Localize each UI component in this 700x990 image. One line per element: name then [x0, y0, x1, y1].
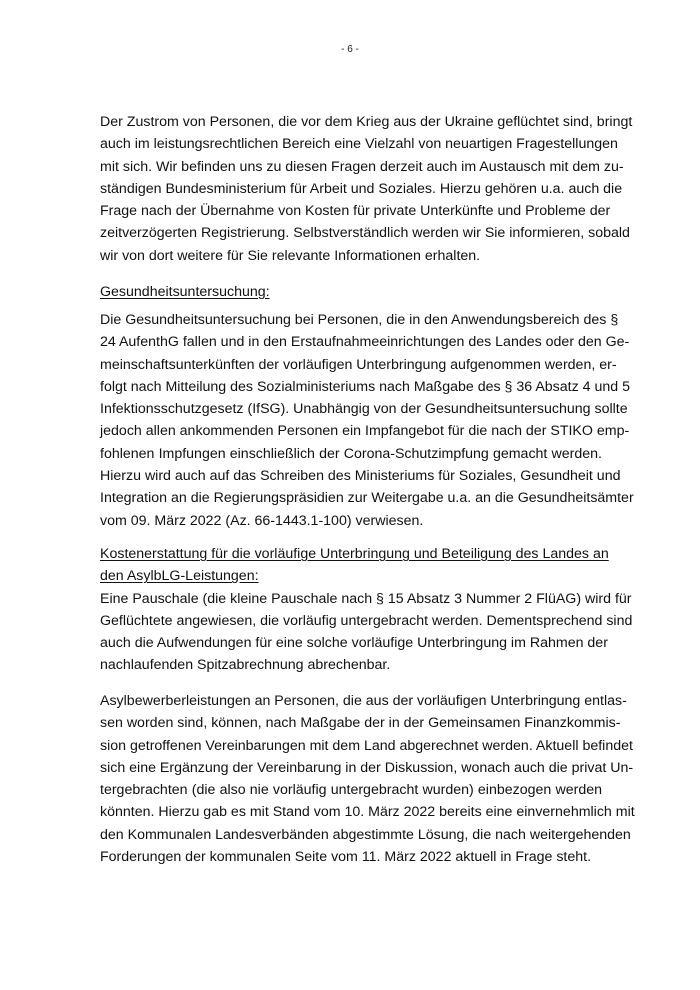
section-heading-health: Gesundheitsuntersuchung: [100, 284, 270, 300]
paragraph-line: Geflüchtete angewiesen, die vorläufig untergebracht werden. Dementsprechend sind [100, 612, 633, 629]
asylum-benefits-paragraph [100, 690, 635, 868]
paragraph-line: auch die Aufwendungen für eine solche vorläufige Unterbringung im Rahmen der [100, 635, 608, 652]
paragraph-line: mit sich. Wir befinden uns zu diesen Fragen derzeit auch im Austausch mit dem zu- [100, 158, 624, 175]
paragraph-line: wir von dort weitere für Sie relevante Informationen erhalten. [100, 247, 481, 264]
paragraph-line: Forderungen der kommunalen Seite vom 11. März 2022 aktuell in Frage steht. [100, 849, 592, 866]
section-heading-costs-line: den AsylbLG-Leistungen: [100, 568, 259, 585]
paragraph-line: fohlenen Impfungen einschließlich der Corona-Schutzimpfung gemacht werden. [100, 445, 602, 462]
paragraph-line: meinschaftsunterkünften der vorläufigen Unterbringung aufgenommen werden, er- [100, 356, 617, 373]
paragraph-line: sich eine Ergänzung der Vereinbarung in der Diskussion, wonach auch die privat Un- [100, 759, 634, 776]
paragraph-line: nachlaufenden Spitzabrechnung abrechenbar. [100, 657, 391, 674]
paragraph-line: Asylbewerberleistungen an Personen, die aus der vorläufigen Unterbringung entlas- [100, 693, 627, 709]
paragraph-line: auch im leistungsrechtlichen Bereich eine Vielzahl von neuartigen Fragestellungen [100, 136, 618, 153]
paragraph-line: zeitverzögerten Registrierung. Selbstverständlich werden wir Sie informieren, sobald [100, 225, 630, 242]
paragraph-line: den Kommunalen Landesverbänden abgestimmte Lösung, die nach weitergehenden [100, 826, 631, 843]
paragraph-line: vom 09. März 2022 (Az. 66-1443.1-100) verwiesen. [100, 512, 424, 529]
costs-section [100, 543, 633, 677]
paragraph-line: Der Zustrom von Personen, die vor dem Krieg aus der Ukraine geflüchtet sind, bringt [100, 114, 633, 130]
paragraph-line: Integration an die Regierungspräsidien zur Weitergabe u.a. an die Gesundheitsämter [100, 490, 634, 507]
paragraph-line: sion getroffenen Vereinbarungen mit dem Land abgerechnet werden. Aktuell befindet [100, 737, 633, 754]
intro-paragraph [100, 111, 633, 267]
paragraph-line: 24 AufenthG fallen und in den Erstaufnahmeeinrichtungen des Landes oder den Ge- [100, 334, 630, 351]
paragraph-line: Die Gesundheitsuntersuchung bei Personen, die in den Anwendungsbereich des § [100, 312, 619, 328]
paragraph-line: könnten. Hierzu gab es mit Stand vom 10. März 2022 bereits eine einvernehmlich mit [100, 804, 635, 821]
paragraph-line: jedoch allen ankommenden Personen ein Impfangebot für die nach der STIKO emp- [100, 423, 630, 440]
paragraph-line: tergebrachten (die also nie vorläufig untergebracht wurden) einbezogen werden [100, 782, 602, 799]
paragraph-line: Infektionsschutzgesetz (IfSG). Unabhängig von der Gesundheitsuntersuchung sollte [100, 401, 628, 418]
section-heading-costs-line: Kostenerstattung für die vorläufige Unterbringung und Beteiligung des Landes an [100, 546, 609, 562]
paragraph-line: folgt nach Mitteilung des Sozialministeriums nach Maßgabe des § 36 Absatz 4 und 5 [100, 378, 630, 395]
health-paragraph [100, 309, 634, 532]
paragraph-line: Eine Pauschale (die kleine Pauschale nach § 15 Absatz 3 Nummer 2 FlüAG) wird für [100, 590, 632, 607]
page-number: - 6 - [341, 44, 359, 55]
paragraph-line: sen worden sind, können, nach Maßgabe der in der Gemeinsamen Finanzkommis- [100, 715, 621, 732]
paragraph-line: Frage nach der Übernahme von Kosten für private Unterkünfte und Probleme der [100, 203, 611, 220]
paragraph-line: Hierzu wird auch auf das Schreiben des Ministeriums für Soziales, Gesundheit und [100, 468, 621, 485]
paragraph-line: ständigen Bundesministerium für Arbeit und Soziales. Hierzu gehören u.a. auch die [100, 180, 623, 197]
